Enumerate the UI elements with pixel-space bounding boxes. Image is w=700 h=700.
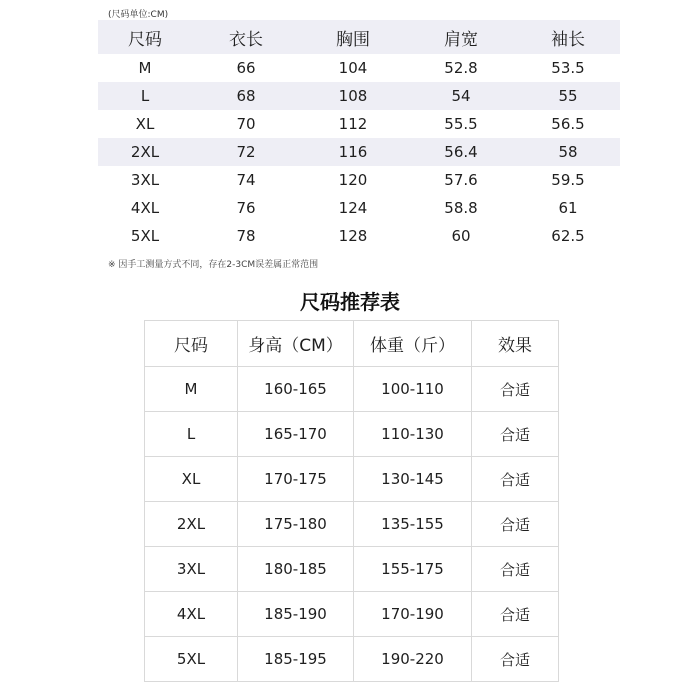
size-cell: 3XL bbox=[145, 547, 238, 592]
size-row bbox=[98, 54, 620, 82]
size-row bbox=[98, 82, 620, 110]
length-cell: 74 bbox=[236, 171, 256, 189]
shoulder-cell: 54 bbox=[406, 82, 516, 110]
height-cell: 185-195 bbox=[238, 637, 354, 682]
weight-cell: 170-190 bbox=[354, 592, 472, 637]
size-cell: 2XL bbox=[98, 138, 192, 166]
size-cell: 4XL bbox=[130, 199, 160, 217]
height-cell: 160-165 bbox=[238, 367, 354, 412]
effect-cell: 合适 bbox=[472, 592, 559, 637]
chest-cell: 104 bbox=[338, 59, 368, 77]
weight-cell: 130-145 bbox=[354, 457, 472, 502]
size-cell: 3XL bbox=[130, 171, 160, 189]
shoulder-cell: 52.8 bbox=[444, 59, 478, 77]
unit-note: (尺码单位:CM) bbox=[108, 10, 169, 20]
effect-cell: 合适 bbox=[472, 502, 559, 547]
height-cell: 170-175 bbox=[238, 457, 354, 502]
sleeve-cell: 62.5 bbox=[551, 227, 585, 245]
header-chest: 胸围 bbox=[300, 20, 406, 54]
size-cell: XL bbox=[145, 457, 238, 502]
header-length: 衣长 bbox=[192, 20, 300, 54]
effect-cell: 合适 bbox=[472, 547, 559, 592]
length-cell: 76 bbox=[236, 199, 256, 217]
size-row bbox=[98, 138, 620, 166]
weight-cell: 190-220 bbox=[354, 637, 472, 682]
measurement-footnote: ※ 因手工测量方式不同，存在2-3CM误差属正常范围 bbox=[108, 260, 319, 270]
height-cell: 165-170 bbox=[238, 412, 354, 457]
size-cell: L bbox=[145, 412, 238, 457]
size-cell: M bbox=[138, 59, 152, 77]
size-cell: 5XL bbox=[145, 637, 238, 682]
size-cell: 2XL bbox=[145, 502, 238, 547]
shoulder-cell: 60 bbox=[451, 227, 471, 245]
header-size: 尺码 bbox=[98, 20, 192, 54]
header-size: 尺码 bbox=[145, 321, 238, 367]
header-sleeve: 袖长 bbox=[516, 20, 620, 54]
chest-cell: 124 bbox=[338, 199, 368, 217]
size-cell: XL bbox=[135, 115, 155, 133]
recommendation-row bbox=[145, 412, 559, 457]
recommendation-row bbox=[145, 547, 559, 592]
size-row bbox=[98, 194, 620, 222]
sleeve-cell: 56.5 bbox=[551, 115, 585, 133]
height-cell: 185-190 bbox=[238, 592, 354, 637]
recommendation-row bbox=[145, 367, 559, 412]
sleeve-cell: 59.5 bbox=[551, 171, 585, 189]
sleeve-cell: 61 bbox=[558, 199, 578, 217]
size-cell: 5XL bbox=[130, 227, 160, 245]
size-cell: L bbox=[98, 82, 192, 110]
size-row bbox=[98, 166, 620, 194]
effect-cell: 合适 bbox=[472, 367, 559, 412]
length-cell: 78 bbox=[236, 227, 256, 245]
weight-cell: 100-110 bbox=[354, 367, 472, 412]
effect-cell: 合适 bbox=[472, 637, 559, 682]
shoulder-cell: 55.5 bbox=[444, 115, 478, 133]
length-cell: 70 bbox=[236, 115, 256, 133]
header-weight: 体重（斤） bbox=[354, 321, 472, 367]
header-height: 身高（CM） bbox=[238, 321, 354, 367]
recommendation-row bbox=[145, 457, 559, 502]
recommendation-header-row bbox=[145, 321, 559, 367]
chest-cell: 108 bbox=[300, 82, 406, 110]
weight-cell: 110-130 bbox=[354, 412, 472, 457]
weight-cell: 135-155 bbox=[354, 502, 472, 547]
size-chart-table bbox=[98, 20, 620, 250]
size-cell: 4XL bbox=[145, 592, 238, 637]
height-cell: 180-185 bbox=[238, 547, 354, 592]
chest-cell: 120 bbox=[338, 171, 368, 189]
length-cell: 68 bbox=[192, 82, 300, 110]
chest-cell: 128 bbox=[338, 227, 368, 245]
chest-cell: 112 bbox=[338, 115, 368, 133]
size-row bbox=[98, 110, 620, 138]
shoulder-cell: 56.4 bbox=[406, 138, 516, 166]
size-chart-header-row bbox=[98, 20, 620, 54]
recommendation-table bbox=[144, 320, 559, 682]
length-cell: 66 bbox=[236, 59, 256, 77]
effect-cell: 合适 bbox=[472, 457, 559, 502]
recommendation-row bbox=[145, 637, 559, 682]
recommendation-row bbox=[145, 592, 559, 637]
sleeve-cell: 55 bbox=[516, 82, 620, 110]
recommendation-row bbox=[145, 502, 559, 547]
size-row bbox=[98, 222, 620, 250]
shoulder-cell: 57.6 bbox=[444, 171, 478, 189]
shoulder-cell: 58.8 bbox=[444, 199, 478, 217]
sleeve-cell: 53.5 bbox=[551, 59, 585, 77]
size-cell: M bbox=[145, 367, 238, 412]
sleeve-cell: 58 bbox=[516, 138, 620, 166]
recommendation-title: 尺码推荐表 bbox=[300, 290, 400, 314]
chest-cell: 116 bbox=[300, 138, 406, 166]
header-effect: 效果 bbox=[472, 321, 559, 367]
height-cell: 175-180 bbox=[238, 502, 354, 547]
length-cell: 72 bbox=[192, 138, 300, 166]
effect-cell: 合适 bbox=[472, 412, 559, 457]
header-shoulder: 肩宽 bbox=[406, 20, 516, 54]
weight-cell: 155-175 bbox=[354, 547, 472, 592]
